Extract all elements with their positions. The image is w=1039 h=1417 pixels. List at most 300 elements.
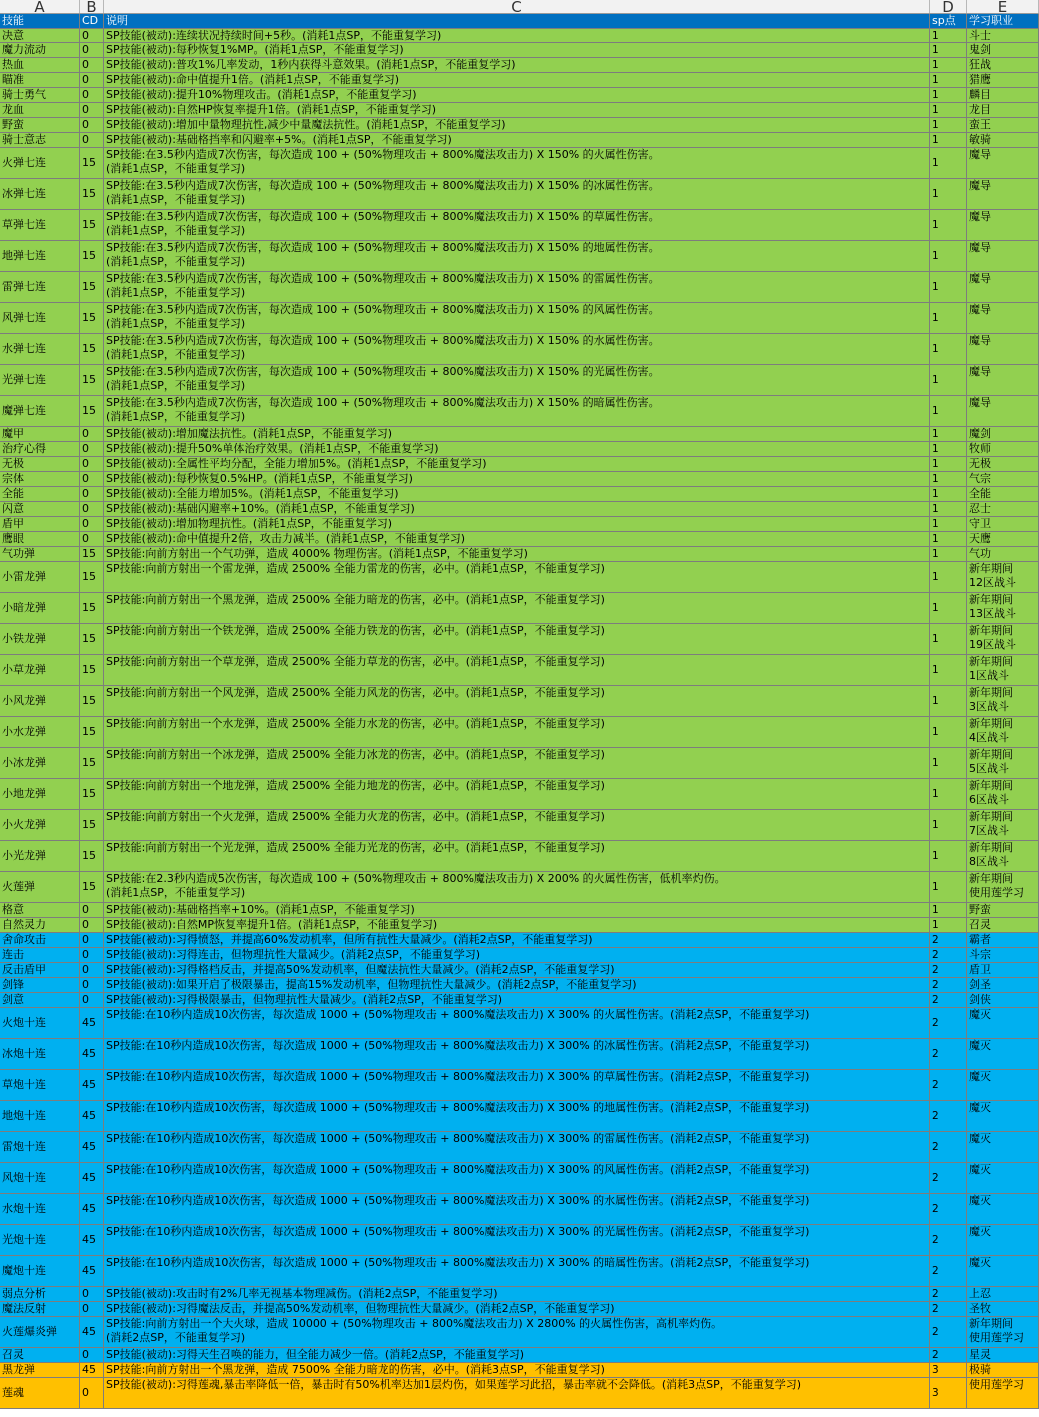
sp-cell[interactable]: 1 <box>930 717 967 748</box>
class-cell[interactable]: 新年期间 4区战斗 <box>967 717 1039 748</box>
description-cell[interactable]: SP技能:向前方射出一个光龙弹，造成 2500% 全能力光龙的伤害，必中。(消耗1点SP，不能重复学习) <box>104 841 930 872</box>
description-cell[interactable]: SP技能:向前方射出一个气功弹，造成 4000% 物理伤害。(消耗1点SP，不能重复学习) <box>104 547 930 562</box>
class-cell[interactable]: 霸者 <box>967 933 1039 948</box>
skill-name-cell[interactable]: 治疗心得 <box>0 442 80 457</box>
sp-cell[interactable]: 2 <box>930 1070 967 1101</box>
sp-cell[interactable]: 3 <box>930 1378 967 1409</box>
cd-cell[interactable]: 0 <box>80 502 104 517</box>
class-cell[interactable]: 剑圣 <box>967 978 1039 993</box>
sp-cell[interactable]: 1 <box>930 58 967 73</box>
class-cell[interactable]: 魔灭 <box>967 1101 1039 1132</box>
skill-name-cell[interactable]: 魔力流动 <box>0 43 80 58</box>
header-cell-class[interactable]: 学习职业 <box>967 14 1039 29</box>
cd-cell[interactable]: 0 <box>80 918 104 933</box>
class-cell[interactable]: 魔导 <box>967 148 1039 179</box>
description-cell[interactable]: SP技能(被动):攻击时有2%几率无视基本物理减伤。(消耗2点SP，不能重复学习) <box>104 1287 930 1302</box>
class-cell[interactable]: 召灵 <box>967 918 1039 933</box>
description-cell[interactable]: SP技能:在2.3秒内造成5次伤害，每次造成 100 + (50%物理攻击 + 800%魔法攻击力) X 200% 的火属性伤害，低机率灼伤。 (消耗1点SP，不能重复学习) <box>104 872 930 903</box>
cd-cell[interactable]: 0 <box>80 43 104 58</box>
sp-cell[interactable]: 1 <box>930 334 967 365</box>
sp-cell[interactable]: 1 <box>930 272 967 303</box>
skill-name-cell[interactable]: 草炮十连 <box>0 1070 80 1101</box>
sp-cell[interactable]: 1 <box>930 103 967 118</box>
class-cell[interactable]: 新年期间 13区战斗 <box>967 593 1039 624</box>
sp-cell[interactable]: 1 <box>930 748 967 779</box>
cd-cell[interactable]: 15 <box>80 562 104 593</box>
description-cell[interactable]: SP技能(被动):习得极限暴击，但物理抗性大量减少。(消耗2点SP，不能重复学习) <box>104 993 930 1008</box>
cd-cell[interactable]: 15 <box>80 717 104 748</box>
header-cell-skill[interactable]: 技能 <box>0 14 80 29</box>
skill-name-cell[interactable]: 无极 <box>0 457 80 472</box>
cd-cell[interactable]: 0 <box>80 103 104 118</box>
skill-name-cell[interactable]: 剑意 <box>0 993 80 1008</box>
skill-name-cell[interactable]: 剑锋 <box>0 978 80 993</box>
skill-name-cell[interactable]: 水炮十连 <box>0 1194 80 1225</box>
description-cell[interactable]: SP技能:在3.5秒内造成7次伤害，每次造成 100 + (50%物理攻击 + 800%魔法攻击力) X 150% 的风属性伤害。 (消耗1点SP，不能重复学习) <box>104 303 930 334</box>
skill-name-cell[interactable]: 小草龙弹 <box>0 655 80 686</box>
cd-cell[interactable]: 0 <box>80 933 104 948</box>
class-cell[interactable]: 魔灭 <box>967 1070 1039 1101</box>
skill-name-cell[interactable]: 小火龙弹 <box>0 810 80 841</box>
description-cell[interactable]: SP技能:向前方射出一个风龙弹，造成 2500% 全能力风龙的伤害，必中。(消耗1点SP，不能重复学习) <box>104 686 930 717</box>
class-cell[interactable]: 守卫 <box>967 517 1039 532</box>
class-cell[interactable]: 魔灭 <box>967 1039 1039 1070</box>
class-cell[interactable]: 鬼剑 <box>967 43 1039 58</box>
description-cell[interactable]: SP技能(被动):习得愤怒，并提高60%发动机率，但所有抗性大量减少。(消耗2点SP，不能重复学习) <box>104 933 930 948</box>
cd-cell[interactable]: 45 <box>80 1363 104 1378</box>
skill-name-cell[interactable]: 小冰龙弹 <box>0 748 80 779</box>
sp-cell[interactable]: 1 <box>930 457 967 472</box>
skill-name-cell[interactable]: 莲魂 <box>0 1378 80 1409</box>
description-cell[interactable]: SP技能:向前方射出一个黑龙弹，造成 2500% 全能力暗龙的伤害，必中。(消耗1点SP，不能重复学习) <box>104 593 930 624</box>
cd-cell[interactable]: 0 <box>80 532 104 547</box>
header-cell-description[interactable]: 说明 <box>104 14 930 29</box>
skill-name-cell[interactable]: 小风龙弹 <box>0 686 80 717</box>
description-cell[interactable]: SP技能:在10秒内造成10次伤害，每次造成 1000 + (50%物理攻击 + 800%魔法攻击力) X 300% 的火属性伤害。(消耗2点SP，不能重复学习) <box>104 1008 930 1039</box>
cd-cell[interactable]: 0 <box>80 517 104 532</box>
cd-cell[interactable]: 0 <box>80 457 104 472</box>
skill-name-cell[interactable]: 冰炮十连 <box>0 1039 80 1070</box>
description-cell[interactable]: SP技能:在10秒内造成10次伤害，每次造成 1000 + (50%物理攻击 + 800%魔法攻击力) X 300% 的地属性伤害。(消耗2点SP，不能重复学习) <box>104 1101 930 1132</box>
skill-name-cell[interactable]: 小暗龙弹 <box>0 593 80 624</box>
skill-name-cell[interactable]: 风弹七连 <box>0 303 80 334</box>
sp-cell[interactable]: 1 <box>930 502 967 517</box>
class-cell[interactable]: 魔灭 <box>967 1194 1039 1225</box>
class-cell[interactable]: 麟目 <box>967 88 1039 103</box>
cd-cell[interactable]: 15 <box>80 593 104 624</box>
skill-name-cell[interactable]: 小水龙弹 <box>0 717 80 748</box>
skill-name-cell[interactable]: 火莲弹 <box>0 872 80 903</box>
cd-cell[interactable]: 0 <box>80 1302 104 1317</box>
cd-cell[interactable]: 0 <box>80 993 104 1008</box>
class-cell[interactable]: 牧师 <box>967 442 1039 457</box>
sp-cell[interactable]: 1 <box>930 532 967 547</box>
cd-cell[interactable]: 15 <box>80 624 104 655</box>
class-cell[interactable]: 全能 <box>967 487 1039 502</box>
description-cell[interactable]: SP技能(被动):增加中量物理抗性,减少中量魔法抗性。(消耗1点SP，不能重复学习) <box>104 118 930 133</box>
class-cell[interactable]: 圣牧 <box>967 1302 1039 1317</box>
cd-cell[interactable]: 15 <box>80 655 104 686</box>
description-cell[interactable]: SP技能:向前方射出一个黑龙弹，造成 7500% 全能力暗龙的伤害，必中。(消耗3点SP，不能重复学习) <box>104 1363 930 1378</box>
description-cell[interactable]: SP技能:在10秒内造成10次伤害，每次造成 1000 + (50%物理攻击 + 800%魔法攻击力) X 300% 的雷属性伤害。(消耗2点SP，不能重复学习) <box>104 1132 930 1163</box>
skill-name-cell[interactable]: 魔弹七连 <box>0 396 80 427</box>
skill-name-cell[interactable]: 瞄准 <box>0 73 80 88</box>
cd-cell[interactable]: 15 <box>80 179 104 210</box>
skill-name-cell[interactable]: 小地龙弹 <box>0 779 80 810</box>
class-cell[interactable]: 龙目 <box>967 103 1039 118</box>
skill-name-cell[interactable]: 光弹七连 <box>0 365 80 396</box>
class-cell[interactable]: 猎鹰 <box>967 73 1039 88</box>
class-cell[interactable]: 敏骑 <box>967 133 1039 148</box>
description-cell[interactable]: SP技能(被动):增加物理抗性。(消耗1点SP，不能重复学习) <box>104 517 930 532</box>
description-cell[interactable]: SP技能(被动):命中值提升2倍，攻击力减半。(消耗1点SP，不能重复学习) <box>104 532 930 547</box>
sp-cell[interactable]: 1 <box>930 73 967 88</box>
class-cell[interactable]: 斗士 <box>967 29 1039 43</box>
cd-cell[interactable]: 45 <box>80 1039 104 1070</box>
column-header-d[interactable]: D <box>930 0 967 13</box>
description-cell[interactable]: SP技能(被动):每秒恢复0.5%HP。(消耗1点SP，不能重复学习) <box>104 472 930 487</box>
skill-name-cell[interactable]: 小雷龙弹 <box>0 562 80 593</box>
description-cell[interactable]: SP技能:向前方射出一个地龙弹，造成 2500% 全能力地龙的伤害，必中。(消耗1点SP，不能重复学习) <box>104 779 930 810</box>
class-cell[interactable]: 魔导 <box>967 241 1039 272</box>
cd-cell[interactable]: 15 <box>80 303 104 334</box>
column-header-a[interactable]: A <box>0 0 80 13</box>
class-cell[interactable]: 天鹰 <box>967 532 1039 547</box>
description-cell[interactable]: SP技能(被动):增加魔法抗性。(消耗1点SP，不能重复学习) <box>104 427 930 442</box>
description-cell[interactable]: SP技能(被动):命中值提升1倍。(消耗1点SP，不能重复学习) <box>104 73 930 88</box>
description-cell[interactable]: SP技能(被动):自然HP恢复率提升1倍。(消耗1点SP，不能重复学习) <box>104 103 930 118</box>
skill-name-cell[interactable]: 弱点分析 <box>0 1287 80 1302</box>
description-cell[interactable]: SP技能(被动):基础格挡率和闪避率+5%。(消耗1点SP，不能重复学习) <box>104 133 930 148</box>
class-cell[interactable]: 极骑 <box>967 1363 1039 1378</box>
sp-cell[interactable]: 1 <box>930 779 967 810</box>
sp-cell[interactable]: 2 <box>930 963 967 978</box>
column-header-c[interactable]: C <box>104 0 930 13</box>
description-cell[interactable]: SP技能:在10秒内造成10次伤害，每次造成 1000 + (50%物理攻击 + 800%魔法攻击力) X 300% 的冰属性伤害。(消耗2点SP，不能重复学习) <box>104 1039 930 1070</box>
cd-cell[interactable]: 45 <box>80 1101 104 1132</box>
sp-cell[interactable]: 2 <box>930 948 967 963</box>
class-cell[interactable]: 新年期间 19区战斗 <box>967 624 1039 655</box>
skill-name-cell[interactable]: 火弹七连 <box>0 148 80 179</box>
description-cell[interactable]: SP技能(被动):提升10%物理攻击。(消耗1点SP，不能重复学习) <box>104 88 930 103</box>
class-cell[interactable]: 魔导 <box>967 179 1039 210</box>
sp-cell[interactable]: 1 <box>930 179 967 210</box>
class-cell[interactable]: 魔灭 <box>967 1163 1039 1194</box>
description-cell[interactable]: SP技能:向前方射出一个大火球，造成 10000 + (50%物理攻击 + 800%魔法攻击力) X 2800% 的火属性伤害，高机率灼伤。 (消耗2点SP，不能重复学习) <box>104 1317 930 1348</box>
description-cell[interactable]: SP技能:在3.5秒内造成7次伤害，每次造成 100 + (50%物理攻击 + 800%魔法攻击力) X 150% 的水属性伤害。 (消耗1点SP，不能重复学习) <box>104 334 930 365</box>
skill-name-cell[interactable]: 地炮十连 <box>0 1101 80 1132</box>
class-cell[interactable]: 魔导 <box>967 303 1039 334</box>
sp-cell[interactable]: 1 <box>930 547 967 562</box>
class-cell[interactable]: 魔导 <box>967 210 1039 241</box>
class-cell[interactable]: 新年期间 8区战斗 <box>967 841 1039 872</box>
cd-cell[interactable]: 15 <box>80 210 104 241</box>
skill-name-cell[interactable]: 自然灵力 <box>0 918 80 933</box>
description-cell[interactable]: SP技能(被动):连续状况持续时间+5秒。(消耗1点SP，不能重复学习) <box>104 29 930 43</box>
sp-cell[interactable]: 1 <box>930 686 967 717</box>
skill-name-cell[interactable]: 盾甲 <box>0 517 80 532</box>
header-cell-cd[interactable]: CD <box>80 14 104 29</box>
cd-cell[interactable]: 15 <box>80 686 104 717</box>
sp-cell[interactable]: 1 <box>930 241 967 272</box>
cd-cell[interactable]: 15 <box>80 841 104 872</box>
sp-cell[interactable]: 1 <box>930 396 967 427</box>
description-cell[interactable]: SP技能(被动):全能力增加5%。(消耗1点SP，不能重复学习) <box>104 487 930 502</box>
sp-cell[interactable]: 1 <box>930 624 967 655</box>
description-cell[interactable]: SP技能:在10秒内造成10次伤害，每次造成 1000 + (50%物理攻击 + 800%魔法攻击力) X 300% 的水属性伤害。(消耗2点SP，不能重复学习) <box>104 1194 930 1225</box>
cd-cell[interactable]: 0 <box>80 963 104 978</box>
cd-cell[interactable]: 45 <box>80 1132 104 1163</box>
class-cell[interactable]: 气功 <box>967 547 1039 562</box>
cd-cell[interactable]: 15 <box>80 872 104 903</box>
skill-name-cell[interactable]: 热血 <box>0 58 80 73</box>
sp-cell[interactable]: 1 <box>930 210 967 241</box>
description-cell[interactable]: SP技能:在3.5秒内造成7次伤害，每次造成 100 + (50%物理攻击 + 800%魔法攻击力) X 150% 的光属性伤害。 (消耗1点SP，不能重复学习) <box>104 365 930 396</box>
description-cell[interactable]: SP技能:在3.5秒内造成7次伤害，每次造成 100 + (50%物理攻击 + 800%魔法攻击力) X 150% 的草属性伤害。 (消耗1点SP，不能重复学习) <box>104 210 930 241</box>
class-cell[interactable]: 魔导 <box>967 365 1039 396</box>
cd-cell[interactable]: 15 <box>80 334 104 365</box>
skill-name-cell[interactable]: 地弹七连 <box>0 241 80 272</box>
cd-cell[interactable]: 15 <box>80 148 104 179</box>
description-cell[interactable]: SP技能(被动):习得天生召唤的能力，但全能力减少一倍。(消耗2点SP，不能重复学习) <box>104 1348 930 1363</box>
description-cell[interactable]: SP技能(被动):如果开启了极限暴击，提高15%发动机率，但物理抗性大量减少。(消耗2点SP，不能重复学习) <box>104 978 930 993</box>
class-cell[interactable]: 忍士 <box>967 502 1039 517</box>
description-cell[interactable]: SP技能:在10秒内造成10次伤害，每次造成 1000 + (50%物理攻击 + 800%魔法攻击力) X 300% 的暗属性伤害。(消耗2点SP，不能重复学习) <box>104 1256 930 1287</box>
cd-cell[interactable]: 45 <box>80 1008 104 1039</box>
description-cell[interactable]: SP技能:向前方射出一个铁龙弹，造成 2500% 全能力铁龙的伤害，必中。(消耗1点SP，不能重复学习) <box>104 624 930 655</box>
sp-cell[interactable]: 1 <box>930 872 967 903</box>
sp-cell[interactable]: 1 <box>930 427 967 442</box>
skill-name-cell[interactable]: 水弹七连 <box>0 334 80 365</box>
description-cell[interactable]: SP技能:向前方射出一个冰龙弹，造成 2500% 全能力冰龙的伤害，必中。(消耗1点SP，不能重复学习) <box>104 748 930 779</box>
sp-cell[interactable]: 1 <box>930 29 967 43</box>
description-cell[interactable]: SP技能:在10秒内造成10次伤害，每次造成 1000 + (50%物理攻击 + 800%魔法攻击力) X 300% 的风属性伤害。(消耗2点SP，不能重复学习) <box>104 1163 930 1194</box>
skill-name-cell[interactable]: 闪意 <box>0 502 80 517</box>
sp-cell[interactable]: 1 <box>930 655 967 686</box>
sp-cell[interactable]: 1 <box>930 442 967 457</box>
cd-cell[interactable]: 45 <box>80 1317 104 1348</box>
sp-cell[interactable]: 1 <box>930 841 967 872</box>
class-cell[interactable]: 新年期间 使用莲学习 <box>967 1317 1039 1348</box>
description-cell[interactable]: SP技能(被动):全属性平均分配，全能力增加5%。(消耗1点SP，不能重复学习) <box>104 457 930 472</box>
description-cell[interactable]: SP技能(被动):基础闪避率+10%。(消耗1点SP，不能重复学习) <box>104 502 930 517</box>
column-header-b[interactable]: B <box>80 0 104 13</box>
cd-cell[interactable]: 0 <box>80 948 104 963</box>
sp-cell[interactable]: 2 <box>930 1163 967 1194</box>
description-cell[interactable]: SP技能(被动):习得魔法反击，并提高50%发动机率，但物理抗性大量减少。(消耗2点SP，不能重复学习) <box>104 1302 930 1317</box>
class-cell[interactable]: 盾卫 <box>967 963 1039 978</box>
description-cell[interactable]: SP技能(被动):基础格挡率+10%。(消耗1点SP，不能重复学习) <box>104 903 930 918</box>
skill-name-cell[interactable]: 龙血 <box>0 103 80 118</box>
sp-cell[interactable]: 2 <box>930 1287 967 1302</box>
cd-cell[interactable]: 0 <box>80 1378 104 1409</box>
cd-cell[interactable]: 0 <box>80 73 104 88</box>
cd-cell[interactable]: 0 <box>80 58 104 73</box>
class-cell[interactable]: 新年期间 使用莲学习 <box>967 872 1039 903</box>
cd-cell[interactable]: 0 <box>80 29 104 43</box>
class-cell[interactable]: 新年期间 5区战斗 <box>967 748 1039 779</box>
sp-cell[interactable]: 1 <box>930 118 967 133</box>
description-cell[interactable]: SP技能:在3.5秒内造成7次伤害，每次造成 100 + (50%物理攻击 + 800%魔法攻击力) X 150% 的暗属性伤害。 (消耗1点SP，不能重复学习) <box>104 396 930 427</box>
sp-cell[interactable]: 2 <box>930 993 967 1008</box>
description-cell[interactable]: SP技能:在3.5秒内造成7次伤害，每次造成 100 + (50%物理攻击 + 800%魔法攻击力) X 150% 的雷属性伤害。 (消耗1点SP，不能重复学习) <box>104 272 930 303</box>
class-cell[interactable]: 野蛮 <box>967 903 1039 918</box>
class-cell[interactable]: 新年期间 6区战斗 <box>967 779 1039 810</box>
class-cell[interactable]: 新年期间 12区战斗 <box>967 562 1039 593</box>
skill-name-cell[interactable]: 宗体 <box>0 472 80 487</box>
description-cell[interactable]: SP技能:向前方射出一个雷龙弹，造成 2500% 全能力雷龙的伤害，必中。(消耗1点SP，不能重复学习) <box>104 562 930 593</box>
description-cell[interactable]: SP技能:在10秒内造成10次伤害，每次造成 1000 + (50%物理攻击 + 800%魔法攻击力) X 300% 的光属性伤害。(消耗2点SP，不能重复学习) <box>104 1225 930 1256</box>
cd-cell[interactable]: 0 <box>80 1348 104 1363</box>
sp-cell[interactable]: 1 <box>930 88 967 103</box>
sp-cell[interactable]: 1 <box>930 148 967 179</box>
description-cell[interactable]: SP技能:在3.5秒内造成7次伤害，每次造成 100 + (50%物理攻击 + 800%魔法攻击力) X 150% 的火属性伤害。 (消耗1点SP，不能重复学习) <box>104 148 930 179</box>
cd-cell[interactable]: 15 <box>80 779 104 810</box>
skill-name-cell[interactable]: 魔甲 <box>0 427 80 442</box>
description-cell[interactable]: SP技能(被动):提升50%单体治疗效果。(消耗1点SP，不能重复学习) <box>104 442 930 457</box>
skill-name-cell[interactable]: 连击 <box>0 948 80 963</box>
cd-cell[interactable]: 45 <box>80 1163 104 1194</box>
description-cell[interactable]: SP技能(被动):每秒恢复1%MP。(消耗1点SP，不能重复学习) <box>104 43 930 58</box>
skill-name-cell[interactable]: 风炮十连 <box>0 1163 80 1194</box>
sp-cell[interactable]: 1 <box>930 918 967 933</box>
class-cell[interactable]: 新年期间 7区战斗 <box>967 810 1039 841</box>
cd-cell[interactable]: 15 <box>80 241 104 272</box>
sp-cell[interactable]: 1 <box>930 43 967 58</box>
sp-cell[interactable]: 2 <box>930 1317 967 1348</box>
skill-name-cell[interactable]: 光炮十连 <box>0 1225 80 1256</box>
sp-cell[interactable]: 2 <box>930 1101 967 1132</box>
cd-cell[interactable]: 0 <box>80 978 104 993</box>
cd-cell[interactable]: 0 <box>80 487 104 502</box>
description-cell[interactable]: SP技能:向前方射出一个草龙弹，造成 2500% 全能力草龙的伤害，必中。(消耗1点SP，不能重复学习) <box>104 655 930 686</box>
description-cell[interactable]: SP技能:在3.5秒内造成7次伤害，每次造成 100 + (50%物理攻击 + 800%魔法攻击力) X 150% 的地属性伤害。 (消耗1点SP，不能重复学习) <box>104 241 930 272</box>
sp-cell[interactable]: 2 <box>930 1348 967 1363</box>
skill-name-cell[interactable]: 黑龙弹 <box>0 1363 80 1378</box>
sp-cell[interactable]: 1 <box>930 133 967 148</box>
cd-cell[interactable]: 0 <box>80 1287 104 1302</box>
sp-cell[interactable]: 1 <box>930 562 967 593</box>
cd-cell[interactable]: 0 <box>80 427 104 442</box>
cd-cell[interactable]: 0 <box>80 442 104 457</box>
cd-cell[interactable]: 15 <box>80 547 104 562</box>
skill-name-cell[interactable]: 魔炮十连 <box>0 1256 80 1287</box>
sp-cell[interactable]: 1 <box>930 303 967 334</box>
column-header-e[interactable]: E <box>967 0 1039 13</box>
class-cell[interactable]: 魔导 <box>967 396 1039 427</box>
cd-cell[interactable]: 0 <box>80 88 104 103</box>
sp-cell[interactable]: 2 <box>930 978 967 993</box>
class-cell[interactable]: 魔剑 <box>967 427 1039 442</box>
class-cell[interactable]: 剑侠 <box>967 993 1039 1008</box>
class-cell[interactable]: 星灵 <box>967 1348 1039 1363</box>
sp-cell[interactable]: 1 <box>930 593 967 624</box>
cd-cell[interactable]: 45 <box>80 1256 104 1287</box>
class-cell[interactable]: 新年期间 3区战斗 <box>967 686 1039 717</box>
cd-cell[interactable]: 15 <box>80 396 104 427</box>
cd-cell[interactable]: 0 <box>80 472 104 487</box>
sp-cell[interactable]: 2 <box>930 1302 967 1317</box>
cd-cell[interactable]: 0 <box>80 133 104 148</box>
skill-name-cell[interactable]: 雷炮十连 <box>0 1132 80 1163</box>
class-cell[interactable]: 魔导 <box>967 334 1039 365</box>
description-cell[interactable]: SP技能:在3.5秒内造成7次伤害，每次造成 100 + (50%物理攻击 + 800%魔法攻击力) X 150% 的冰属性伤害。 (消耗1点SP，不能重复学习) <box>104 179 930 210</box>
class-cell[interactable]: 魔灭 <box>967 1225 1039 1256</box>
class-cell[interactable]: 魔导 <box>967 272 1039 303</box>
class-cell[interactable]: 斗宗 <box>967 948 1039 963</box>
description-cell[interactable]: SP技能:向前方射出一个水龙弹，造成 2500% 全能力水龙的伤害，必中。(消耗1点SP，不能重复学习) <box>104 717 930 748</box>
skill-name-cell[interactable]: 全能 <box>0 487 80 502</box>
class-cell[interactable]: 魔灭 <box>967 1132 1039 1163</box>
skill-name-cell[interactable]: 冰弹七连 <box>0 179 80 210</box>
skill-name-cell[interactable]: 反击盾甲 <box>0 963 80 978</box>
sp-cell[interactable]: 2 <box>930 1008 967 1039</box>
sp-cell[interactable]: 2 <box>930 1225 967 1256</box>
skill-name-cell[interactable]: 舍命攻击 <box>0 933 80 948</box>
class-cell[interactable]: 无极 <box>967 457 1039 472</box>
sp-cell[interactable]: 1 <box>930 487 967 502</box>
cd-cell[interactable]: 15 <box>80 748 104 779</box>
skill-name-cell[interactable]: 雷弹七连 <box>0 272 80 303</box>
cd-cell[interactable]: 15 <box>80 365 104 396</box>
description-cell[interactable]: SP技能:在10秒内造成10次伤害，每次造成 1000 + (50%物理攻击 + 800%魔法攻击力) X 300% 的草属性伤害。(消耗2点SP，不能重复学习) <box>104 1070 930 1101</box>
cd-cell[interactable]: 45 <box>80 1194 104 1225</box>
class-cell[interactable]: 魔灭 <box>967 1256 1039 1287</box>
description-cell[interactable]: SP技能(被动):自然MP恢复率提升1倍。(消耗1点SP，不能重复学习) <box>104 918 930 933</box>
sp-cell[interactable]: 1 <box>930 517 967 532</box>
sp-cell[interactable]: 2 <box>930 1194 967 1225</box>
class-cell[interactable]: 使用莲学习 <box>967 1378 1039 1409</box>
sp-cell[interactable]: 1 <box>930 810 967 841</box>
sp-cell[interactable]: 3 <box>930 1363 967 1378</box>
description-cell[interactable]: SP技能(被动):习得莲魂,暴击率降低一倍，暴击时有50%机率达加1层灼伤，如果莲学习此招，暴击率就不会降低。(消耗3点SP，不能重复学习) <box>104 1378 930 1409</box>
cd-cell[interactable]: 45 <box>80 1225 104 1256</box>
sp-cell[interactable]: 2 <box>930 1256 967 1287</box>
skill-name-cell[interactable]: 格意 <box>0 903 80 918</box>
skill-name-cell[interactable]: 魔法反射 <box>0 1302 80 1317</box>
description-cell[interactable]: SP技能(被动):习得格档反击，并提高50%发动机率，但魔法抗性大量减少。(消耗2点SP，不能重复学习) <box>104 963 930 978</box>
skill-name-cell[interactable]: 火炮十连 <box>0 1008 80 1039</box>
class-cell[interactable]: 狂战 <box>967 58 1039 73</box>
skill-name-cell[interactable]: 小光龙弹 <box>0 841 80 872</box>
skill-name-cell[interactable]: 骑士意志 <box>0 133 80 148</box>
cd-cell[interactable]: 0 <box>80 118 104 133</box>
class-cell[interactable]: 魔灭 <box>967 1008 1039 1039</box>
skill-name-cell[interactable]: 召灵 <box>0 1348 80 1363</box>
skill-name-cell[interactable]: 气功弹 <box>0 547 80 562</box>
sp-cell[interactable]: 2 <box>930 1132 967 1163</box>
skill-name-cell[interactable]: 草弹七连 <box>0 210 80 241</box>
description-cell[interactable]: SP技能:向前方射出一个火龙弹，造成 2500% 全能力火龙的伤害，必中。(消耗1点SP，不能重复学习) <box>104 810 930 841</box>
sp-cell[interactable]: 1 <box>930 903 967 918</box>
sp-cell[interactable]: 2 <box>930 1039 967 1070</box>
sp-cell[interactable]: 1 <box>930 365 967 396</box>
cd-cell[interactable]: 15 <box>80 810 104 841</box>
cd-cell[interactable]: 0 <box>80 903 104 918</box>
skill-name-cell[interactable]: 决意 <box>0 29 80 43</box>
skill-name-cell[interactable]: 骑士勇气 <box>0 88 80 103</box>
description-cell[interactable]: SP技能(被动):普攻1%几率发动，1秒内获得斗意效果。(消耗1点SP，不能重复学习) <box>104 58 930 73</box>
sp-cell[interactable]: 2 <box>930 933 967 948</box>
header-cell-sp[interactable]: sp点 <box>930 14 967 29</box>
class-cell[interactable]: 蛮王 <box>967 118 1039 133</box>
class-cell[interactable]: 上忍 <box>967 1287 1039 1302</box>
skill-name-cell[interactable]: 火莲爆炎弹 <box>0 1317 80 1348</box>
cd-cell[interactable]: 15 <box>80 272 104 303</box>
cd-cell[interactable]: 45 <box>80 1070 104 1101</box>
class-cell[interactable]: 气宗 <box>967 472 1039 487</box>
skill-name-cell[interactable]: 鹰眼 <box>0 532 80 547</box>
